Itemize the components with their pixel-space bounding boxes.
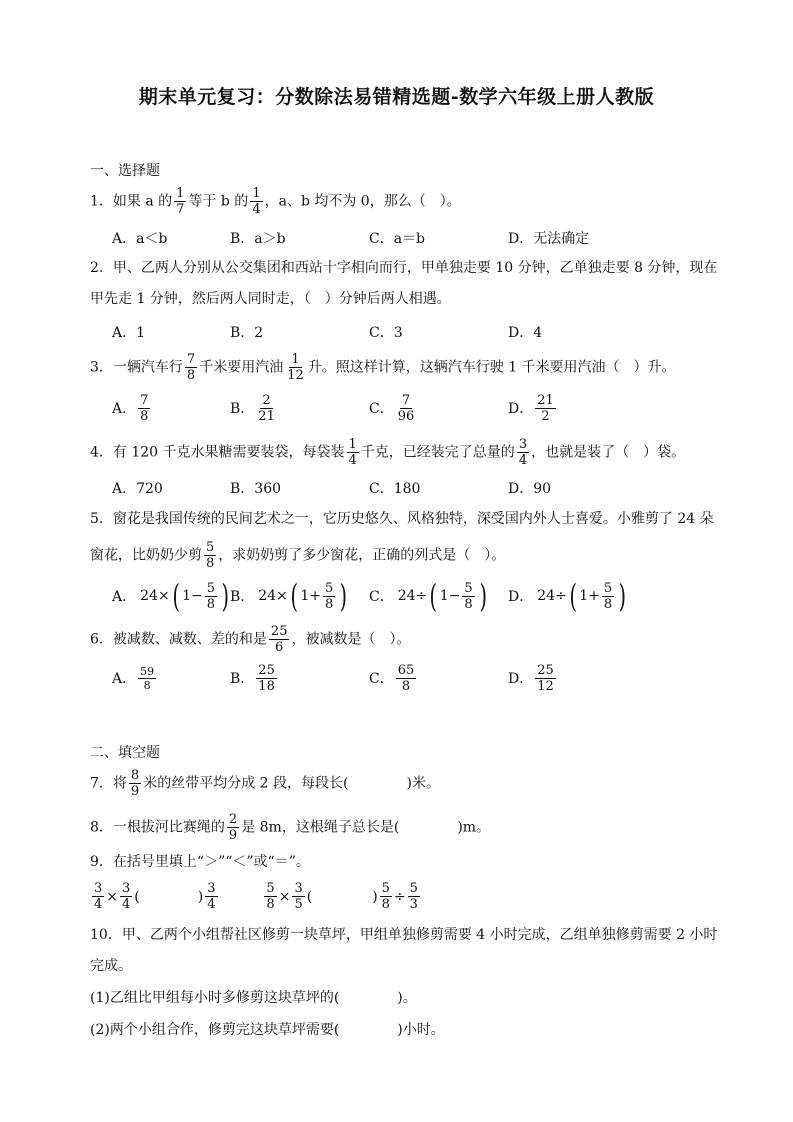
option-a[interactable]: A． 24× ( 1− $\frac{5}{8}$ ) [112,577,230,615]
question-3-options [112,390,712,426]
option-c[interactable]: C． $\frac{65}{8}$ [369,662,415,694]
question-10-part-1: (1)乙组比甲组每小时多修剪这块草坪的( )。 [90,990,417,1006]
option-c[interactable]: C． $\frac{7}{96}$ [369,392,415,424]
question-9: 9．在括号里填上“＞”“＜”或“＝”。 [90,854,310,870]
option-b[interactable]: B．a＞b [230,231,286,247]
question-1-options [112,220,712,256]
question-7: 7．将 $\frac{8}{9}$ 米的丝带平均分成 2 段，每段长( )米。 [90,768,440,799]
option-d[interactable]: D． 24÷ ( 1+ $\frac{5}{8}$ ) [508,577,627,615]
option-b[interactable]: B． $\frac{2}{21}$ [230,392,275,424]
question-5-options [112,578,712,614]
question-6-options [112,660,712,696]
question-2: 2．甲、乙两人分别从公交集团和西站十字相向而行，甲单独走要 10 分钟，乙单独走要 8 分钟，现在 甲先走 1 分钟，然后两人同时走，（ ）分钟后两人相遇。 [90,260,718,307]
option-d[interactable]: D．90 [508,481,552,497]
question-3: 3．一辆汽车行 $\frac{7}{8}$ 千米要用汽油 $\frac{1}{12}$ 升。照这样计算，这辆汽车行驶 1 千米要用汽油（ ）升。 [90,352,676,383]
fraction: $\frac{5}{8}$ [206,540,215,571]
option-d[interactable]: D．4 [508,325,543,341]
question-4-options [112,470,712,506]
option-b[interactable]: B． $\frac{25}{18}$ [230,662,275,694]
fraction: $\frac{3}{4}$ [518,437,528,468]
question-1: 1．如果 a 的 $\frac{1}{7}$ 等于 b 的 $\frac{1}{4}$ ，a、b 均不为 0，那么（ ）。 [90,186,461,217]
page-title: 期末单元复习：分数除法易错精选题-数学六年级上册人教版 [138,86,655,108]
option-a[interactable]: A． $\frac{7}{8}$ [112,392,149,424]
fraction: $\frac{1}{4}$ [348,437,357,468]
option-c[interactable]: C．180 [369,481,421,497]
question-2-options [112,314,712,350]
option-b[interactable]: B． 24× ( 1+ $\frac{5}{8}$ ) [230,577,348,615]
option-a[interactable]: A． $\frac{59}{8}$ [112,664,155,692]
option-c[interactable]: C．3 [369,325,403,341]
fraction: $\frac{1}{4}$ [252,186,261,217]
question-8: 8．一根拔河比赛绳的 $\frac{2}{9}$ 是 8m，这根绳子总长是( )m。 [90,812,491,843]
fraction: $\frac{7}{8}$ [186,352,196,383]
option-a[interactable]: A．720 [112,481,163,497]
question-5-line-2: 窗花，比奶奶少剪 $\frac{5}{8}$ ，求奶奶剪了多少窗花，正确的列式是（ ）。 [90,540,506,571]
option-b[interactable]: B．2 [230,325,264,341]
option-d[interactable]: D． $\frac{21}{2}$ [508,392,554,424]
question-6: 6．被减数、减数、差的和是 $\frac{25}{6}$ ，被减数是（ ）。 [90,624,411,655]
fraction: $\frac{1}{12}$ [287,352,304,383]
option-a[interactable]: A．a＜b [112,231,168,247]
question-10: 10．甲、乙两个小组帮社区修剪一块草坪，甲组单独修剪需要 4 小时完成，乙组单独修剪需要 2 小时 完成。 [90,927,718,974]
option-d[interactable]: D． $\frac{25}{12}$ [508,662,554,694]
fraction: $\frac{1}{7}$ [176,186,185,217]
option-b[interactable]: B．360 [230,481,282,497]
section-heading-choice: 一、选择题 [90,163,160,179]
option-a[interactable]: A．1 [112,325,146,341]
option-c[interactable]: C．a＝b [369,231,426,247]
comparison-b: $\frac{5}{8}$ × $\frac{3}{5}$ ( ) $\frac{5}{8}$ ÷ $\frac{5}{3}$ [266,881,418,912]
fraction: $\frac{8}{9}$ [130,768,140,799]
question-9-comparisons [90,881,422,912]
comparison-a: $\frac{3}{4}$ × $\frac{3}{4}$ ( ) $\frac{3}{4}$ [94,881,216,912]
question-5-line-1: 5．窗花是我国传统的民间艺术之一，它历史悠久、风格独特，深受国内外人士喜爱。小雅剪了 24 朵 [90,511,714,527]
option-d[interactable]: D．无法确定 [508,231,590,247]
question-4: 4．有 120 千克水果糖需要装袋，每袋装 $\frac{1}{4}$ 千克，已经装完了总量的 $\frac{3}{4}$ ，也就是装了（ ）袋。 [90,437,686,468]
question-10-part-2: (2)两个小组合作，修剪完这块草坪需要( )小时。 [90,1022,445,1038]
fraction: $\frac{25}{6}$ [270,624,288,655]
section-heading-fill: 二、填空题 [90,745,160,761]
option-c[interactable]: C． 24÷ ( 1− $\frac{5}{8}$ ) [369,577,487,615]
fraction: $\frac{2}{9}$ [228,812,238,843]
